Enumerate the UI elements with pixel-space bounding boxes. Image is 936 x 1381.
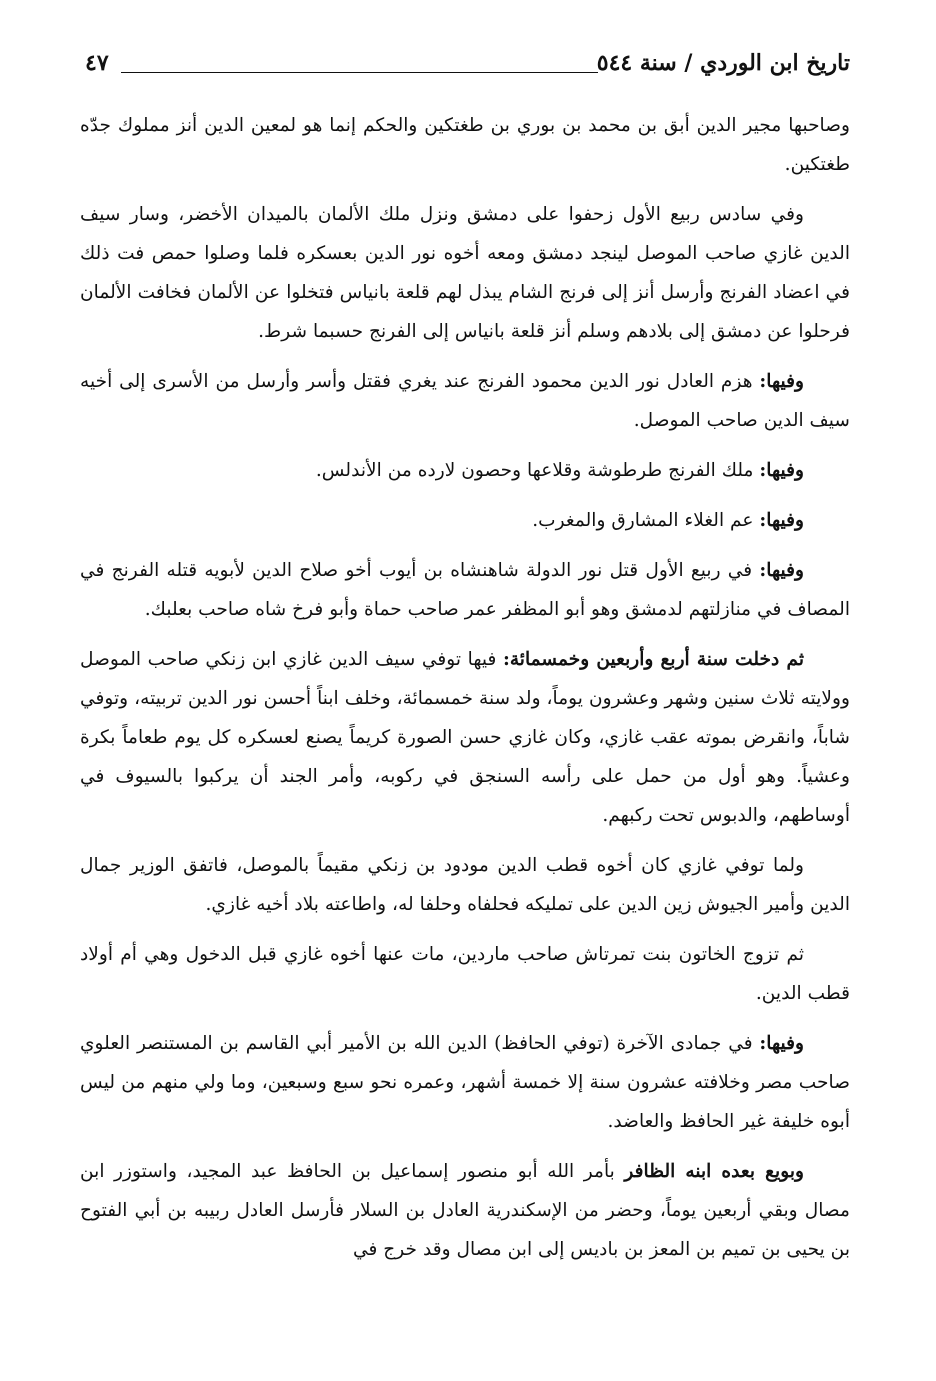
paragraph-text: وصاحبها مجير الدين أبق بن محمد بن بوري بن طغتكين والحكم إنما هو لمعين الدين أنز مملوك جدّه طغتكين. bbox=[80, 115, 850, 175]
paragraph-lead: ثم دخلت سنة أربع وأربعين وخمسمائة: bbox=[502, 649, 804, 670]
paragraph bbox=[80, 640, 850, 835]
paragraph-lead: وبويع بعده ابنه الظافر bbox=[624, 1161, 804, 1182]
paragraph-lead: وفيها: bbox=[759, 371, 804, 392]
paragraph bbox=[80, 1024, 850, 1141]
paragraph bbox=[80, 551, 850, 629]
paragraph-lead: وفيها: bbox=[759, 460, 804, 481]
paragraph-lead: وفيها: bbox=[759, 1033, 804, 1054]
paragraph bbox=[80, 935, 850, 1013]
paragraph bbox=[80, 846, 850, 924]
paragraph bbox=[80, 501, 850, 540]
paragraph bbox=[80, 362, 850, 440]
paragraph bbox=[80, 1152, 850, 1269]
paragraph-text: في ربيع الأول قتل نور الدولة شاهنشاه بن أيوب أخو صلاح الدين لأبويه قتله الفرنج في المصاف في منازلتهم لدمشق وهو أبو المظفر عمر صاحب حماة وأبو فرخ شاه صاحب بعلبك. bbox=[80, 560, 850, 620]
paragraph bbox=[80, 451, 850, 490]
paragraph-text: فيها توفي سيف الدين غازي ابن زنكي صاحب الموصل وولايته ثلاث سنين وشهر وعشرون يوماً، ولد سنة خمسمائة، وخلف ابناً أحسن نور الدين تربيته، وتوفي شاباً، وانقرض بموته عقب غازي، وكان غازي حسن الصورة كريماً يصنع لعسكره كل يوم طعاماً بكرة وعشياً. وهو أول من حمل على رأسه السنجق في ركوبه، وأمر الجند أن يركبوا بالسيوف في أوساطهم، والدبوس تحت ركبهم. bbox=[80, 649, 850, 826]
page-number: ٤٧ bbox=[85, 50, 109, 76]
paragraph-text: هزم العادل نور الدين محمود الفرنج عند يغري فقتل وأسر وأرسل من الأسرى إلى أخيه سيف الدين صاحب الموصل. bbox=[80, 371, 850, 431]
page-header bbox=[85, 44, 850, 84]
paragraph-lead: وفيها: bbox=[759, 560, 804, 581]
paragraph bbox=[80, 106, 850, 184]
running-title: تاريخ ابن الوردي / سنة ٥٤٤ bbox=[596, 50, 850, 76]
header-rule bbox=[121, 72, 598, 73]
body-text bbox=[80, 106, 850, 1280]
paragraph-text: في جمادى الآخرة (توفي الحافظ) الدين الله بن الأمير أبي القاسم بن المستنصر العلوي صاحب مصر وخلافته عشرون سنة إلا خمسة أشهر، وعمره نحو سبع وسبعين، وما ولي منهم من ليس أبوه خليفة غير الحافظ والعاضد. bbox=[80, 1033, 850, 1132]
paragraph-text: بأمر الله أبو منصور إسماعيل بن الحافظ عبد المجيد، واستوزر ابن مصال وبقي أربعين يوماً، وحضر من الإسكندرية العادل بن السلار فأرسل العادل ربيبه بن أبي الفتوح بن يحيى بن تميم بن المعز بن باديس إلى ابن مصال وقد خرج في bbox=[80, 1161, 850, 1260]
paragraph-text: عم الغلاء المشارق والمغرب. bbox=[532, 510, 760, 531]
paragraph-text: وفي سادس ربيع الأول زحفوا على دمشق ونزل ملك الألمان بالميدان الأخضر، وسار سيف الدين غازي صاحب الموصل لينجد دمشق ومعه أخوه نور الدين بعسكره فلما وصلوا حمص فت ذلك في اعضاد الفرنج وأرسل أنز إلى فرنج الشام يبذل لهم قلعة بانياس فتخلوا عن الألمان فخافت الألمان فرحلوا عن دمشق إلى بلادهم وسلم أنز قلعة بانياس إلى الفرنج حسبما شرط. bbox=[80, 204, 850, 342]
paragraph-text: ملك الفرنج طرطوشة وقلاعها وحصون لارده من الأندلس. bbox=[315, 460, 760, 481]
paragraph-text: ثم تزوج الخاتون بنت تمرتاش صاحب ماردين، مات عنها أخوه غازي قبل الدخول وهي أم أولاد قطب الدين. bbox=[80, 944, 850, 1004]
paragraph bbox=[80, 195, 850, 351]
paragraph-text: ولما توفي غازي كان أخوه قطب الدين مودود بن زنكي مقيماً بالموصل، فاتفق الوزير جمال الدين وأمير الجيوش زين الدين على تمليكه فحلفاه وحلفا له، واطاعته بلاد أخيه غازي. bbox=[80, 855, 850, 915]
paragraph-lead: وفيها: bbox=[759, 510, 804, 531]
